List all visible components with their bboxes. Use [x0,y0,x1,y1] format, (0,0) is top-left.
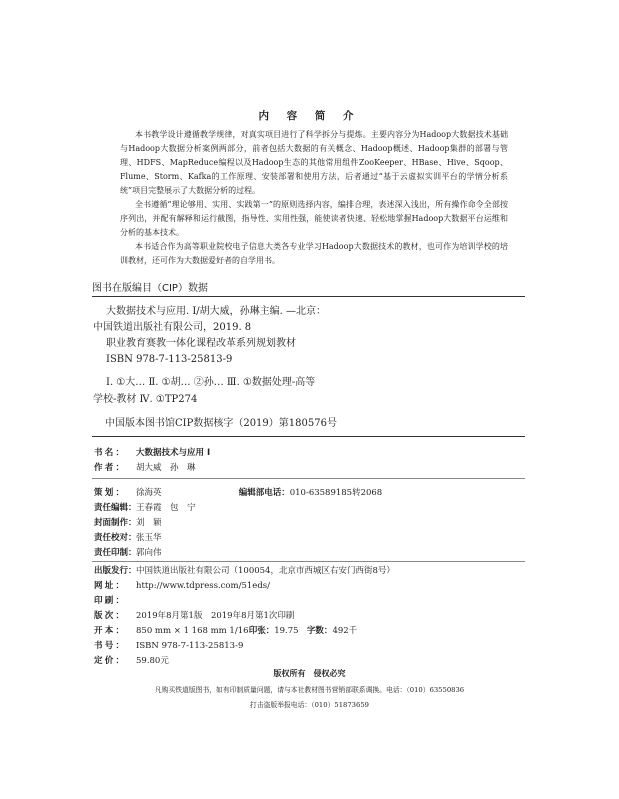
field-label: 开本： [94,626,124,636]
divider [92,561,525,562]
cip-line: 职业教育赛教一体化课程改革系列规划教材 [106,338,296,349]
divider [92,478,525,479]
field-label: 出版发行： [94,566,137,576]
editorial-phone: 010-63589185转2068 [289,488,383,498]
planner-row [94,486,382,498]
field-label: 定价： [94,656,124,666]
divider [92,296,525,297]
isbn-row [94,639,243,651]
price-row [94,654,169,666]
cip-record [93,304,533,368]
proofreader: 张玉华 [136,533,162,543]
field-label: 责任校对： [94,533,137,543]
printer-row [94,594,136,606]
field-label: 书号： [94,641,124,651]
page-title: 内 容 简 介 [258,110,361,122]
field-label: 书名： [94,448,124,458]
divider [92,436,525,437]
content-summary [120,128,508,268]
format: 850 mm × 1 168 mm 1/16 [136,626,249,636]
quality-notice: 凡购买铁道版图书，如有印制质量问题，请与本社教材图书营销部联系调换。电话：（010）63550836 [154,686,465,694]
website-row [94,579,270,591]
field-label: 字数： [306,626,333,636]
edition: 2019年8月第1版 2019年8月第1次印刷 [136,611,295,621]
field-label: 责任印制： [94,548,137,558]
cip-heading: 图书在版编目（CIP）数据 [92,283,208,294]
cip-classification [93,374,533,408]
cip-number: 中国版本图书馆CIP数据核字（2019）第180576号 [105,418,337,429]
cip-line: ISBN 978-7-113-25813-9 [106,354,233,365]
summary-paragraph: 本书教学设计遵循教学规律，对真实项目进行了科学拆分与提炼。主要内容分为Hadoop大数据技术基础与Hadoop大数据分析案例两部分，前者包括大数据的有关概念、Hadoop概述、Hadoop集群的部署与管理、HDFS、MapReduce编程以及Hadoop生态的其他常用组件ZooKeeper、HBase、Hive、Sqoop、Flume、Storm、Kafka的工作原理、安装部署和使用方法，后者通过“基于云虚拟实训平台的学情分析系统”项目完整展示了大数据分析的过程。 [120,130,508,195]
rights-title: 版权所有 侵权必究 [273,669,346,678]
publisher-row [94,564,395,576]
edition-row [94,609,294,621]
field-label: 策划： [94,488,124,498]
summary-paragraph: 本书适合作为高等职业院校电子信息大类各专业学习Hadoop大数据技术的教材，也可作为培训学校的培训教材，还可作为大数据爱好者的自学用书。 [120,242,508,265]
cover-designer: 刘 颖 [136,518,162,528]
field-label: 编辑部电话： [238,488,290,498]
cip-line: 中国铁道出版社有限公司，2019. 8 [93,322,252,333]
format-row [94,624,357,636]
piracy-report: 打击盗版举报电话：（010）51873659 [250,701,369,709]
summary-paragraph: 全书遵循“理论够用、实用、实践第一”的原则选择内容，编排合理，表述深入浅出，所有操作命令全部按序列出，并配有解释和运行截图，指导性、实用性强，能使读者快速、轻松地掌握Hadoop大数据平台运维和分析的基本技术。 [120,200,508,237]
publisher: 中国铁道出版社有限公司（100054，北京市西城区右安门西街8号） [136,566,395,576]
cover-row [94,516,162,528]
field-label: 封面制作： [94,518,137,528]
author: 胡大威 孙 琳 [136,463,196,473]
planner: 徐海英 [136,488,162,498]
field-label: 版次： [94,611,124,621]
word-count: 492千 [332,626,358,636]
cip-line: 大数据技术与应用. Ⅰ/胡大威，孙琳主编. —北京： [106,306,327,317]
print-manager: 郭向伟 [136,548,162,558]
chief-editor: 王春霞 包 宁 [136,503,196,513]
book-name-row [94,446,210,458]
author-row [94,461,196,473]
price: 59.80元 [136,656,169,666]
field-label: 作者： [94,463,124,473]
proof-row [94,531,162,543]
book-name: 大数据技术与应用 Ⅰ [136,448,211,458]
chief-editor-row [94,501,196,513]
field-label: 印张： [248,626,275,636]
cip-line: 学校-教材 Ⅳ. ①TP274 [93,394,198,405]
field-label: 责任编辑： [94,503,137,513]
sheets: 19.75 [274,626,299,636]
print-manager-row [94,546,162,558]
cip-line: Ⅰ. ①大… Ⅱ. ①胡… ②孙… Ⅲ. ①数据处理-高等 [106,377,316,388]
field-label: 印刷： [94,596,124,606]
website: http://www.tdpress.com/51eds/ [136,581,270,591]
field-label: 网址： [94,581,124,591]
isbn: ISBN 978-7-113-25813-9 [136,641,244,651]
